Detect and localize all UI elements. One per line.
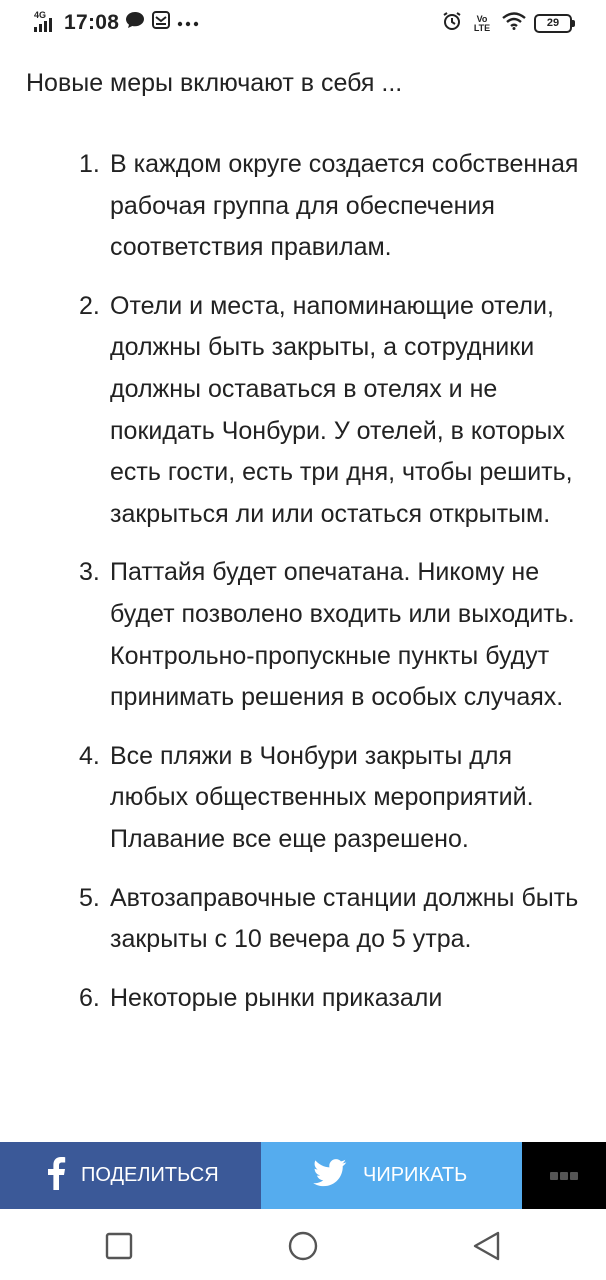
status-bar (0, 0, 606, 46)
network-type: 4G (34, 9, 47, 20)
measures-list (0, 144, 606, 1036)
list-item-number: 3. (79, 558, 100, 587)
twitter-share-button[interactable] (261, 1142, 522, 1209)
list-item-number: 1. (79, 150, 100, 178)
list-item (0, 552, 606, 718)
article-intro: Новые меры включают в себя ... (26, 69, 403, 97)
more-share-button[interactable] (522, 1142, 606, 1209)
more-icon (550, 1172, 578, 1180)
list-item-number: 4. (79, 741, 100, 770)
navigation-bar (0, 1209, 606, 1280)
list-item-text: Некоторые рынки приказали (110, 983, 443, 1012)
clock: 17:08 (64, 10, 120, 34)
list-item-text: Автозаправочные станции должны быть закрыты с 10 вечера до 5 утра. (110, 883, 579, 954)
more-notifications-icon (177, 14, 199, 32)
list-item-number: 2. (79, 291, 100, 320)
list-item-number: 6. (79, 983, 100, 1012)
battery-icon: 29 (534, 14, 572, 33)
status-bar-left (34, 10, 199, 35)
facebook-share-button[interactable] (0, 1142, 261, 1209)
status-bar-right (442, 11, 572, 36)
list-item (0, 286, 606, 536)
facebook-icon (45, 1156, 67, 1196)
list-item-text: Паттайя будет опечатана. Никому не будет позволено входить или выходить. Контрольно-пропускные пункты будут принимать решения в особых случаях. (110, 558, 575, 712)
message-icon (125, 11, 145, 34)
share-bar (0, 1142, 606, 1209)
home-icon[interactable] (288, 1231, 318, 1261)
list-item-text: Отели и места, напоминающие отели, должны быть закрыты, а сотрудники должны оставаться в отелях и не покидать Чонбури. У отелей, в которых есть гости, есть три дня, чтобы решить, закрыться ли или остаться открытым. (110, 291, 573, 528)
volte-indicator: Vo LTE (473, 13, 491, 33)
twitter-share-label: ЧИРИКАТЬ (363, 1164, 468, 1186)
alarm-icon (442, 11, 462, 36)
recents-icon[interactable] (104, 1231, 134, 1261)
signal-icon (34, 9, 58, 34)
wifi-icon (502, 12, 526, 35)
back-icon[interactable] (472, 1231, 502, 1261)
list-item-text: Все пляжи в Чонбури закрыты для любых общественных мероприятий. Плавание все еще разрешено. (110, 741, 534, 853)
list-item (0, 736, 606, 861)
list-item (0, 144, 606, 269)
list-item (0, 978, 606, 1020)
list-item-number: 5. (79, 883, 100, 912)
twitter-icon (313, 1159, 347, 1193)
list-item-text: В каждом округе создается собственная рабочая группа для обеспечения соответствия правилам. (110, 150, 579, 262)
facebook-share-label: ПОДЕЛИТЬСЯ (81, 1164, 219, 1186)
notification-icon (151, 10, 171, 35)
list-item (0, 878, 606, 961)
